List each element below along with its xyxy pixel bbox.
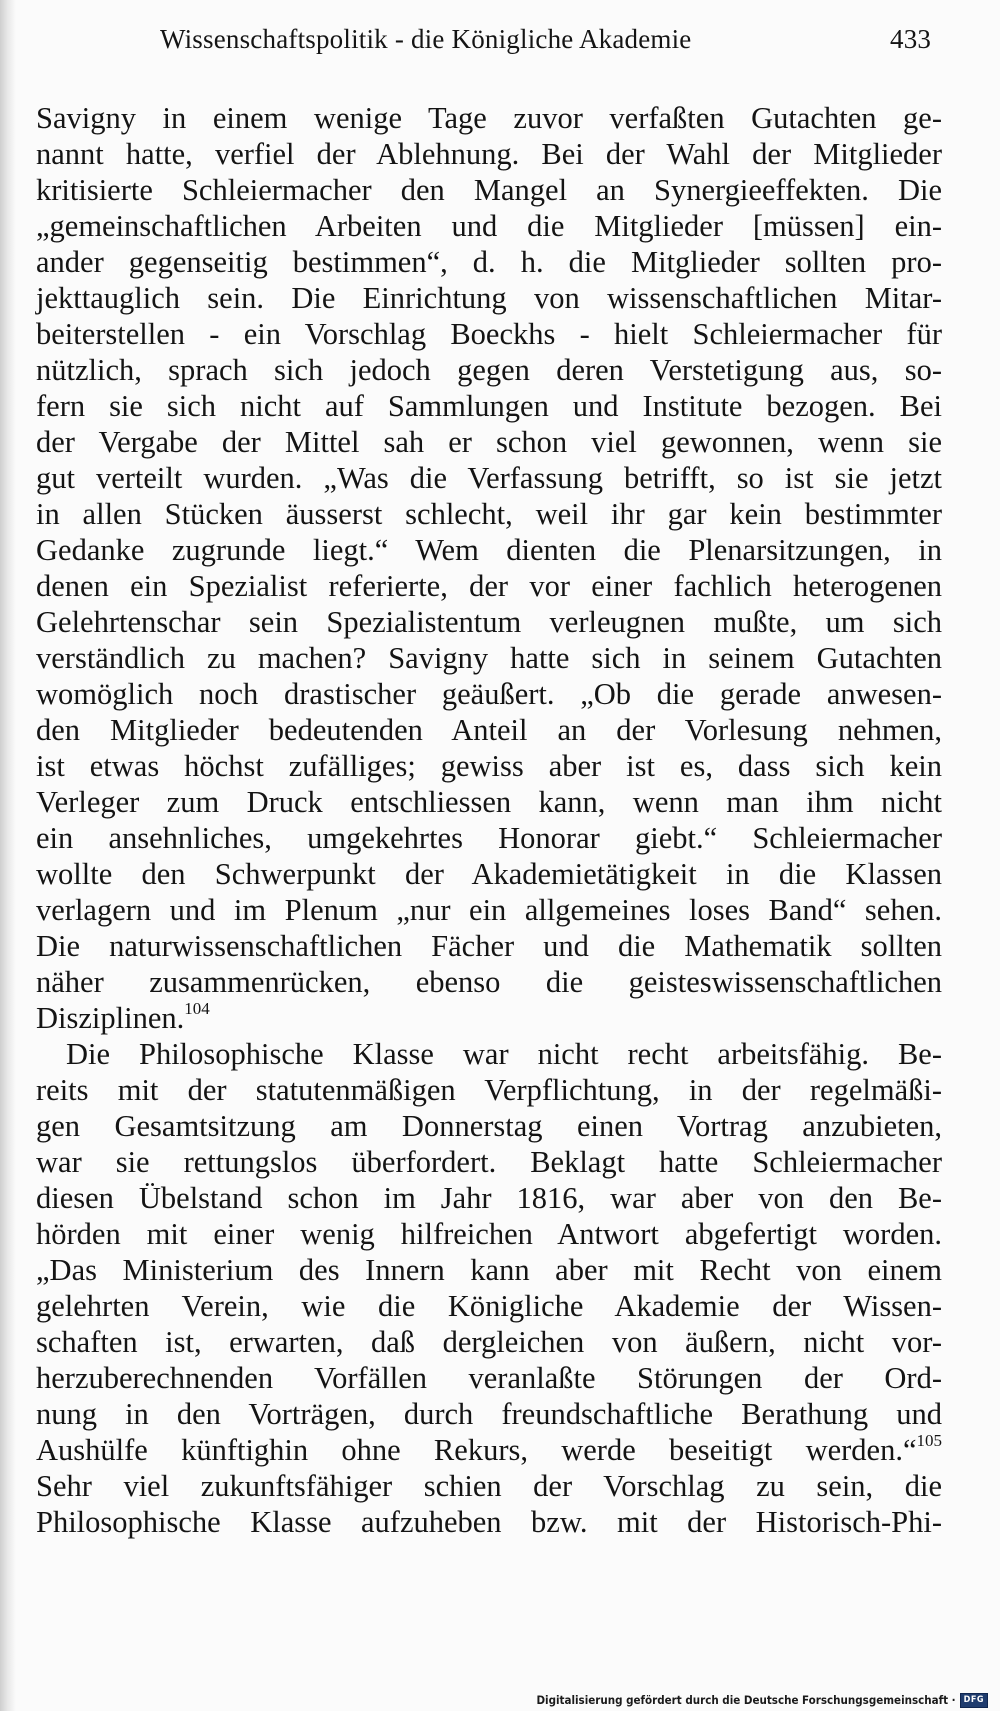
text-line: reits mit der statutenmäßigen Verpflichtung, in der regelmäßi- [36,1073,942,1107]
text-line: diesen Übelstand schon im Jahr 1816, war aber von den Be- [36,1181,942,1215]
text-line: hörden mit einer wenig hilfreichen Antwort abgefertigt worden. [36,1217,942,1251]
page-number: 433 [890,24,932,54]
text-line: „Das Ministerium des Innern kann aber mit Recht von einem [36,1253,942,1287]
text-line: Gelehrtenschar sein Spezialistentum verleugnen mußte, um sich [36,605,942,639]
text-line: gut verteilt wurden. „Was die Verfassung betrifft, so ist sie jetzt [36,461,942,495]
text-line: ander gegenseitig bestimmen“, d. h. die Mitglieder sollten pro- [36,245,942,279]
text-line: Philosophische Klasse aufzuheben bzw. mit der Historisch-Phi- [36,1505,942,1539]
text-line: verständlich zu machen? Savigny hatte sich in seinem Gutachten [36,641,942,675]
text-line: womöglich noch drastischer geäußert. „Ob die gerade anwesen- [36,677,942,711]
text-line: ein ansehnliches, umgekehrtes Honorar giebt.“ Schleiermacher [36,821,942,855]
text-line: kritisierte Schleiermacher den Mangel an Synergieeffekten. Die [36,173,942,207]
text-line: beiterstellen - ein Vorschlag Boeckhs - hielt Schleiermacher für [36,317,942,351]
text-line: Gedanke zugrunde liegt.“ Wem dienten die Plenarsitzungen, in [36,533,942,567]
text-line: Disziplinen. [36,1001,185,1035]
text-line: Savigny in einem wenige Tage zuvor verfaßten Gutachten ge- [36,101,942,135]
text-line: schaften ist, erwarten, daß dergleichen von äußern, nicht vor- [36,1325,942,1359]
footnote-ref-105: 105 [916,1431,942,1450]
text-line: nung in den Vorträgen, durch freundschaftliche Berathung und [36,1397,942,1431]
text-line: „gemeinschaftlichen Arbeiten und die Mitglieder [müssen] ein- [36,209,942,243]
text-line: denen ein Spezialist referierte, der vor einer fachlich heterogenen [36,569,942,603]
text-line: gen Gesamtsitzung am Donnerstag einen Vortrag anzubieten, [36,1109,942,1143]
text-line: verlagern und im Plenum „nur ein allgemeines loses Band“ sehen. [36,893,942,927]
credit-text: Digitalisierung gefördert durch die Deutsche Forschungsgemeinschaft · [536,1693,956,1707]
text-line: fern sie sich nicht auf Sammlungen und Institute bezogen. Bei [36,389,942,423]
dfg-logo-icon: DFG [960,1693,988,1708]
text-line: Die naturwissenschaftlichen Fächer und die Mathematik sollten [36,929,942,963]
running-head [160,24,940,64]
text-line: Aushülfe künftighin ohne Rekurs, werde beseitigt werden.“ [36,1433,917,1467]
text-line: wollte den Schwerpunkt der Akademietätigkeit in die Klassen [36,857,942,891]
paragraph-start-line: Die Philosophische Klasse war nicht recht arbeitsfähig. Be- [66,1037,942,1071]
text-line: nützlich, sprach sich jedoch gegen deren Verstetigung aus, so- [36,353,942,387]
body-text [36,100,942,1540]
text-line: herzuberechnenden Vorfällen veranlaßte Störungen der Ord- [36,1361,942,1395]
footnote-line [36,1432,942,1468]
text-line: war sie rettungslos überfordert. Beklagt hatte Schleiermacher [36,1145,942,1179]
binding-gutter-shadow [0,0,16,1711]
text-line: Sehr viel zukunftsfähiger schien der Vorschlag zu sein, die [36,1469,942,1503]
text-line: Verleger zum Druck entschliessen kann, wenn man ihm nicht [36,785,942,819]
text-line: gelehrten Verein, wie die Königliche Akademie der Wissen- [36,1289,942,1323]
text-line: näher zusammenrücken, ebenso die geisteswissenschaftlichen [36,965,942,999]
digitization-credit [536,1691,988,1709]
text-line: jekttauglich sein. Die Einrichtung von wissenschaftlichen Mitar- [36,281,942,315]
running-title: Wissenschaftspolitik - die Königliche Akademie [160,24,692,54]
text-line: ist etwas höchst zufälliges; gewiss aber ist es, dass sich kein [36,749,942,783]
text-line: in allen Stücken äusserst schlecht, weil ihr gar kein bestimmter [36,497,942,531]
text-line: den Mitglieder bedeutenden Anteil an der Vorlesung nehmen, [36,713,942,747]
paragraph-end-line [36,1000,942,1036]
text-line: nannt hatte, verfiel der Ablehnung. Bei der Wahl der Mitglieder [36,137,942,171]
text-line: der Vergabe der Mittel sah er schon viel gewonnen, wenn sie [36,425,942,459]
footnote-ref-104: 104 [184,999,210,1018]
